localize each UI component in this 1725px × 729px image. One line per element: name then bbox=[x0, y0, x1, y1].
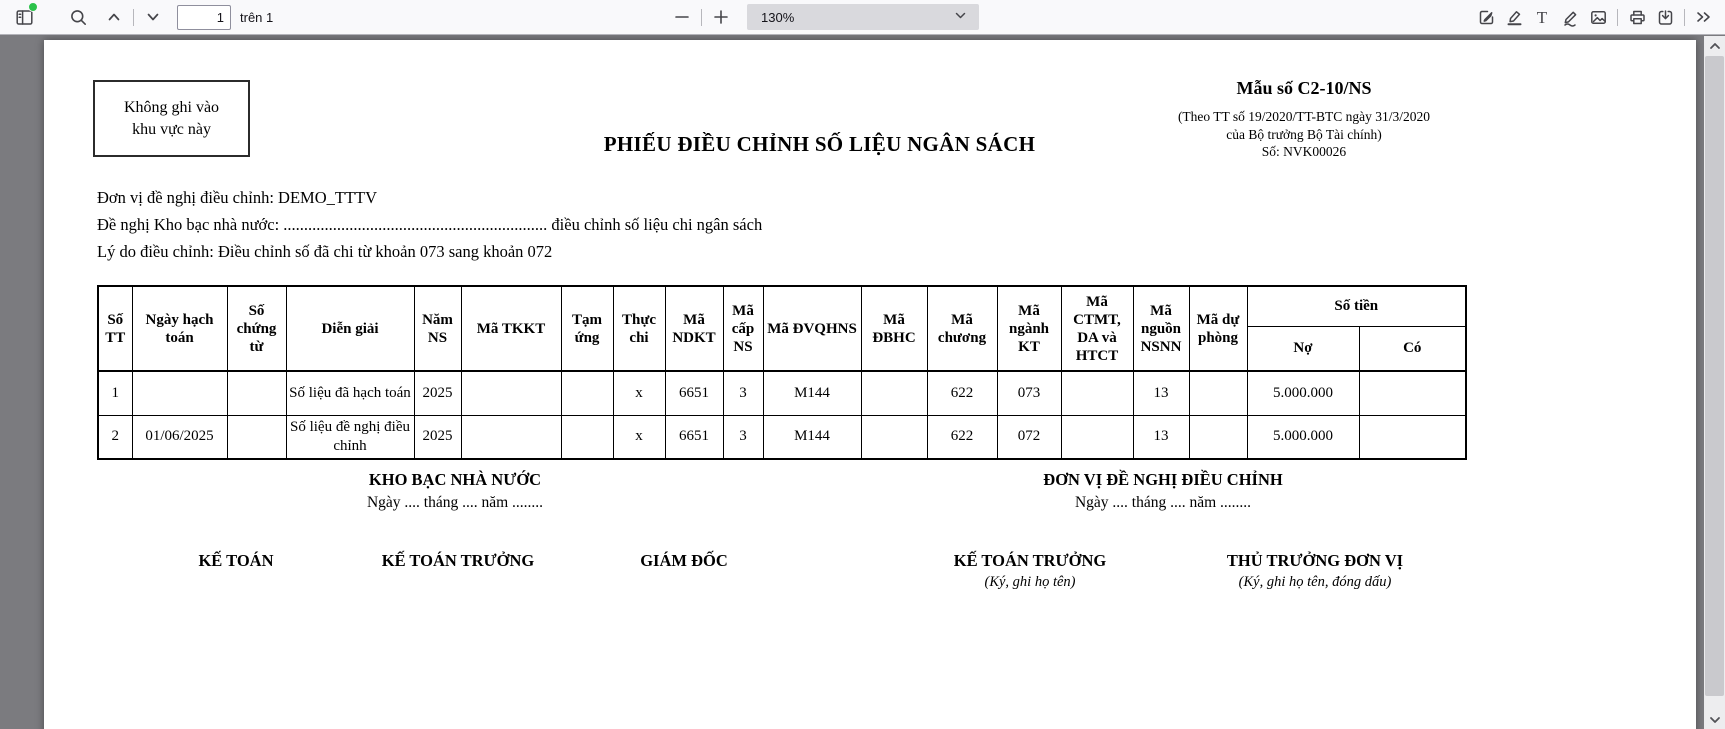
col-header: Diễn giải bbox=[286, 286, 414, 371]
form-meta-block bbox=[1102, 78, 1506, 160]
add-image-button[interactable] bbox=[1584, 3, 1612, 31]
chevron-down-icon bbox=[145, 9, 161, 25]
role-title: KẾ TOÁN TRƯỞNG bbox=[953, 551, 1107, 570]
col-header: Tạm ứng bbox=[561, 286, 613, 371]
toolbar-divider bbox=[701, 9, 702, 26]
page-count-label: trên 1 bbox=[240, 9, 274, 25]
info-lines bbox=[97, 184, 762, 265]
col-header: Mã chương bbox=[927, 286, 997, 371]
chevron-up-icon bbox=[106, 9, 122, 25]
zoom-in-button[interactable] bbox=[707, 3, 735, 31]
form-ref-line1: (Theo TT số 19/2020/TT-BTC ngày 31/3/2020 bbox=[1177, 109, 1431, 124]
cell-ma-cap-ns: 3 bbox=[723, 371, 763, 415]
cell-ngay-hach-toan bbox=[132, 371, 227, 415]
highlight-button[interactable] bbox=[1500, 3, 1528, 31]
cell-dien-giai: Số liệu đề nghị điều chỉnh bbox=[286, 415, 414, 459]
cell-ma-chuong: 622 bbox=[927, 371, 997, 415]
cell-nam-ns: 2025 bbox=[414, 415, 461, 459]
cell-no: 5.000.000 bbox=[1247, 415, 1359, 459]
treasury-date-line: Ngày .... tháng .... năm ........ bbox=[366, 494, 544, 511]
info-line-reason: Lý do điều chỉnh: Điều chỉnh số đã chi từ khoản 073 sang khoản 072 bbox=[97, 242, 553, 261]
minus-icon bbox=[673, 8, 691, 26]
col-header: Mã nguồn NSNN bbox=[1133, 286, 1189, 371]
amount-debit-header: Nợ bbox=[1247, 326, 1359, 371]
cell-tam-ung bbox=[561, 371, 613, 415]
col-header: Mã ĐVQHNS bbox=[763, 286, 861, 371]
cell-ma-nganh-kt: 072 bbox=[997, 415, 1061, 459]
next-page-button[interactable] bbox=[139, 3, 167, 31]
amount-group-header: Số tiền bbox=[1247, 286, 1466, 326]
search-icon bbox=[69, 8, 88, 27]
cell-ma-dvqhns: M144 bbox=[763, 415, 861, 459]
image-icon bbox=[1589, 8, 1608, 27]
toolbar-zoom-group bbox=[668, 0, 979, 34]
save-button[interactable] bbox=[1651, 3, 1679, 31]
sidebar-toggle-button[interactable] bbox=[10, 3, 38, 31]
cell-ma-du-phong bbox=[1189, 415, 1247, 459]
highlighter-icon bbox=[1505, 8, 1524, 27]
col-header: Mã dự phòng bbox=[1189, 286, 1247, 371]
zoom-select[interactable] bbox=[747, 4, 979, 30]
table-row bbox=[98, 415, 1466, 459]
form-ref-line2: của Bộ trưởng Bộ Tài chính) bbox=[1226, 127, 1382, 143]
no-write-line2: khu vực này bbox=[132, 120, 211, 138]
cell-ma-tkkt bbox=[461, 371, 561, 415]
cell-ma-dbhc bbox=[861, 415, 927, 459]
role-title: KẾ TOÁN TRƯỞNG bbox=[381, 551, 535, 570]
signature-icon bbox=[1477, 8, 1496, 27]
vertical-scrollbar[interactable] bbox=[1704, 36, 1725, 729]
plus-icon bbox=[712, 8, 730, 26]
signature-button[interactable] bbox=[1472, 3, 1500, 31]
zoom-out-button[interactable] bbox=[668, 3, 696, 31]
cell-stt: 1 bbox=[98, 371, 132, 415]
double-chevron-right-icon bbox=[1695, 8, 1713, 26]
cell-ma-dvqhns: M144 bbox=[763, 371, 861, 415]
pdf-page bbox=[44, 40, 1696, 729]
toolbar-divider bbox=[133, 9, 134, 26]
adjustment-table bbox=[97, 285, 1467, 460]
cell-ma-ndkt: 6651 bbox=[665, 371, 723, 415]
scroll-up-arrow[interactable] bbox=[1704, 36, 1725, 55]
role-note: (Ký, ghi họ tên, đóng dấu) bbox=[1238, 574, 1392, 590]
col-header: Mã cấp NS bbox=[723, 286, 763, 371]
col-header: Mã ngành KT bbox=[997, 286, 1061, 371]
info-line-treasury: Đề nghị Kho bạc nhà nước: ................................................................ điều chỉnh số liệu chi ngân sách bbox=[97, 215, 763, 234]
form-code: Mẫu số C2-10/NS bbox=[1236, 78, 1372, 98]
scrollbar-thumb[interactable] bbox=[1705, 56, 1724, 696]
cell-ma-ctmt bbox=[1061, 415, 1133, 459]
toolbar-left-group bbox=[0, 0, 273, 34]
role-giam-doc bbox=[640, 551, 728, 571]
role-ke-toan bbox=[198, 551, 273, 571]
amount-credit-header: Có bbox=[1359, 326, 1466, 371]
role-title: KẾ TOÁN bbox=[198, 551, 274, 570]
col-header: Số TT bbox=[98, 286, 132, 371]
col-header: Mã TKKT bbox=[461, 286, 561, 371]
cell-ma-nganh-kt: 073 bbox=[997, 371, 1061, 415]
col-header: Mã ĐBHC bbox=[861, 286, 927, 371]
col-header: Số chứng từ bbox=[227, 286, 286, 371]
treasury-title: KHO BẠC NHÀ NƯỚC bbox=[368, 470, 542, 489]
role-note: (Ký, ghi họ tên) bbox=[984, 574, 1076, 590]
col-header: Ngày hạch toán bbox=[132, 286, 227, 371]
cell-ma-cap-ns: 3 bbox=[723, 415, 763, 459]
download-icon bbox=[1656, 8, 1675, 27]
page-number-input[interactable] bbox=[177, 5, 231, 30]
cell-dien-giai: Số liệu đã hạch toán bbox=[286, 371, 414, 415]
draw-button[interactable] bbox=[1556, 3, 1584, 31]
cell-ma-du-phong bbox=[1189, 371, 1247, 415]
cell-ma-tkkt bbox=[461, 415, 561, 459]
cell-ma-ndkt: 6651 bbox=[665, 415, 723, 459]
text-tool-icon: T bbox=[1536, 7, 1548, 27]
cell-thuc-chi: x bbox=[613, 415, 665, 459]
cell-stt: 2 bbox=[98, 415, 132, 459]
col-header: Thực chi bbox=[613, 286, 665, 371]
cell-tam-ung bbox=[561, 415, 613, 459]
cell-so-chung-tu bbox=[227, 415, 286, 459]
role-title: GIÁM ĐỐC bbox=[640, 551, 728, 570]
col-header: Năm NS bbox=[414, 286, 461, 371]
more-tools-button[interactable] bbox=[1690, 3, 1718, 31]
previous-page-button[interactable] bbox=[100, 3, 128, 31]
info-line-unit: Đơn vị đề nghị điều chỉnh: DEMO_TTTV bbox=[97, 188, 378, 207]
toolbar-divider bbox=[1684, 9, 1685, 26]
cell-ma-dbhc bbox=[861, 371, 927, 415]
free-text-button[interactable] bbox=[1528, 3, 1556, 31]
cell-ma-ctmt bbox=[1061, 371, 1133, 415]
notification-dot bbox=[28, 2, 38, 12]
cell-thuc-chi: x bbox=[613, 371, 665, 415]
no-write-line1: Không ghi vào bbox=[123, 98, 220, 116]
cell-ngay-hach-toan: 01/06/2025 bbox=[132, 415, 227, 459]
pdf-viewer-toolbar bbox=[0, 0, 1725, 35]
cell-so-chung-tu bbox=[227, 371, 286, 415]
cell-nam-ns: 2025 bbox=[414, 371, 461, 415]
requesting-unit-title: ĐƠN VỊ ĐỀ NGHỊ ĐIỀU CHỈNH bbox=[1043, 470, 1283, 489]
pen-icon bbox=[1561, 8, 1580, 27]
cell-co bbox=[1359, 415, 1466, 459]
cell-ma-chuong: 622 bbox=[927, 415, 997, 459]
adjustment-table-wrap bbox=[97, 285, 1467, 460]
toolbar-divider bbox=[1617, 9, 1618, 26]
role-title: THỦ TRƯỞNG ĐƠN VỊ bbox=[1226, 551, 1404, 570]
search-button[interactable] bbox=[64, 3, 92, 31]
requesting-unit-date-line: Ngày .... tháng .... năm ........ bbox=[1074, 494, 1252, 511]
role-thu-truong bbox=[1227, 551, 1403, 591]
role-ke-toan-truong-right bbox=[954, 551, 1107, 591]
cell-no: 5.000.000 bbox=[1247, 371, 1359, 415]
cell-ma-nguon-nsnn: 13 bbox=[1133, 415, 1189, 459]
zoom-level-value: 130% bbox=[761, 9, 795, 25]
role-ke-toan-truong bbox=[382, 551, 535, 571]
col-header: Mã CTMT, DA và HTCT bbox=[1061, 286, 1133, 371]
scroll-down-arrow[interactable] bbox=[1704, 710, 1725, 729]
toolbar-right-group bbox=[1472, 0, 1718, 34]
table-row bbox=[98, 371, 1466, 415]
chevron-down-icon bbox=[954, 9, 967, 25]
cell-co bbox=[1359, 371, 1466, 415]
form-number: Số: NVK00026 bbox=[1261, 144, 1347, 160]
cell-ma-nguon-nsnn: 13 bbox=[1133, 371, 1189, 415]
print-button[interactable] bbox=[1623, 3, 1651, 31]
printer-icon bbox=[1628, 8, 1647, 27]
col-header: Mã NDKT bbox=[665, 286, 723, 371]
document-title: PHIẾU ĐIỀU CHỈNH SỐ LIỆU NGÂN SÁCH bbox=[603, 132, 1036, 156]
